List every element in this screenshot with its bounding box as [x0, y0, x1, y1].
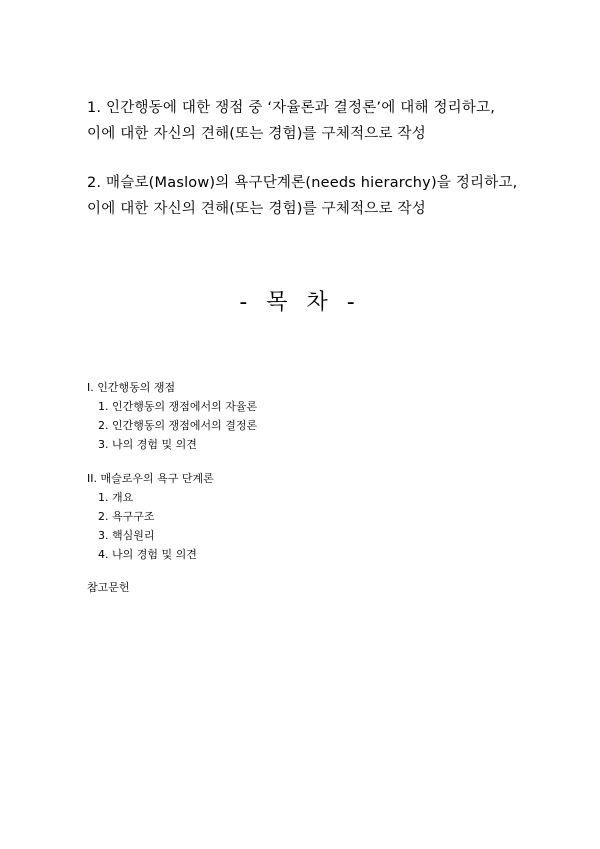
toc-section-1-heading: I. 인간행동의 쟁점: [87, 381, 176, 394]
table-of-contents: [87, 378, 507, 597]
toc-title: - 목 차 -: [239, 290, 361, 315]
toc-item: 3. 나의 경험 및 의견: [98, 438, 197, 451]
question-2: 2. 매슬로(Maslow)의 욕구단계론(needs hierarchy)을 정리하고, 이에 대한 자신의 견해(또는 경험)를 구체적으로 작성: [87, 175, 518, 217]
toc-references: 참고문헌: [87, 581, 130, 594]
toc-section-2-heading: II. 매슬로우의 욕구 단계론: [87, 472, 214, 485]
toc-item: 2. 인간행동의 쟁점에서의 결정론: [98, 419, 258, 432]
toc-spacer: [87, 454, 507, 469]
toc-item: 1. 인간행동의 쟁점에서의 자율론: [98, 400, 258, 413]
toc-item: 3. 핵심원리: [98, 529, 155, 542]
question-1: 1. 인간행동에 대한 쟁점 중 ‘자율론과 결정론’에 대해 정리하고, 이에 대한 자신의 견해(또는 경험)를 구체적으로 작성: [87, 100, 496, 142]
toc-item: 4. 나의 경험 및 의견: [98, 548, 197, 561]
toc-item: 1. 개요: [98, 491, 134, 504]
toc-item: 2. 욕구구조: [98, 510, 155, 523]
